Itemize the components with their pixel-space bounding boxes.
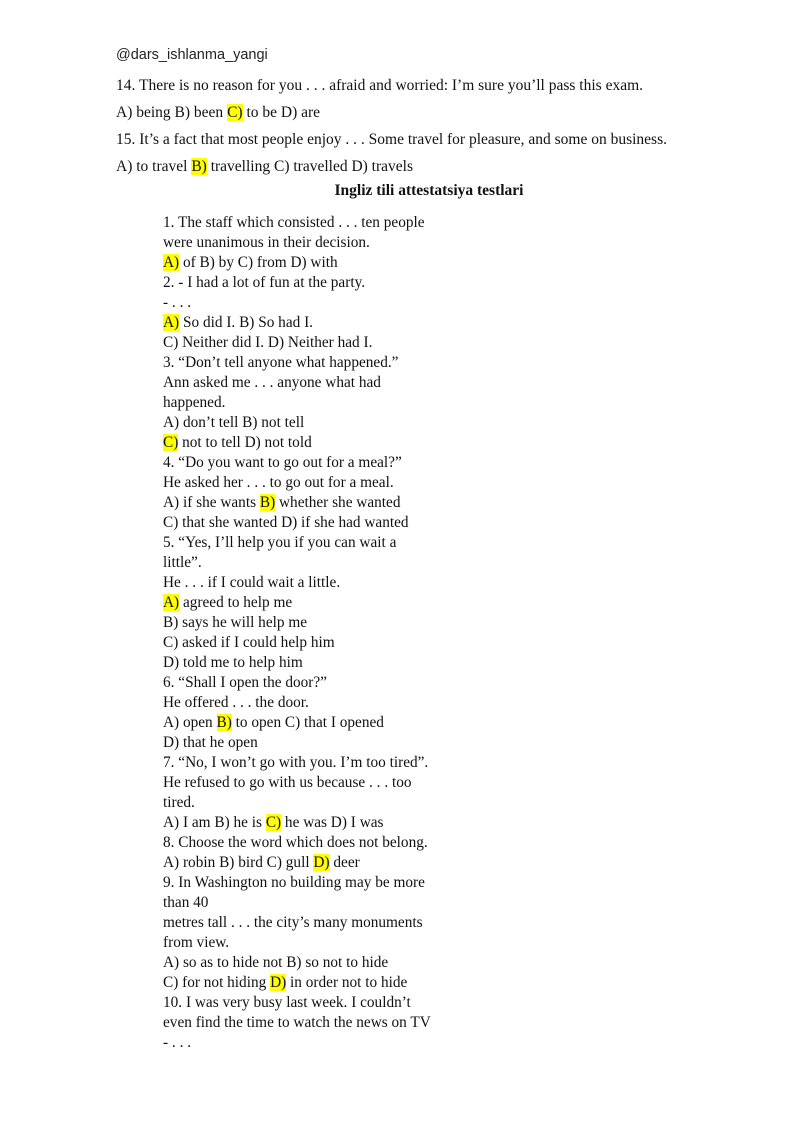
line-text: tired. — [163, 794, 195, 811]
line-text: not to tell D) not told — [178, 434, 312, 451]
text-line — [163, 533, 463, 553]
highlighted-answer: B) — [191, 158, 207, 175]
text-line — [163, 433, 463, 453]
highlighted-answer: B) — [259, 494, 276, 511]
line-text: So did I. B) So had I. — [179, 314, 314, 331]
highlighted-answer: A) — [163, 594, 180, 611]
line-text: 14. There is no reason for you . . . afraid and worried: I’m sure you’ll pass this exam. — [116, 77, 644, 94]
line-text: He asked her . . . to go out for a meal. — [163, 474, 394, 491]
line-text: He . . . if I could wait a little. — [163, 574, 341, 591]
text-line — [163, 573, 463, 593]
text-line — [163, 853, 463, 873]
line-text: than 40 — [163, 894, 209, 911]
text-line — [163, 933, 463, 953]
line-text: deer — [329, 854, 360, 871]
line-text: C) asked if I could help him — [163, 634, 335, 651]
text-line — [163, 673, 463, 693]
line-text: 9. In Washington no building may be more — [163, 874, 425, 891]
text-line — [163, 733, 463, 753]
line-text: 2. - I had a lot of fun at the party. — [163, 274, 366, 291]
line-text: 4. “Do you want to go out for a meal?” — [163, 454, 402, 471]
line-text: whether she wanted — [275, 494, 401, 511]
text-line — [163, 913, 463, 933]
line-text: 6. “Shall I open the door?” — [163, 674, 327, 691]
line-text: D) told me to help him — [163, 654, 303, 671]
line-text: - . . . — [163, 294, 192, 311]
line-text: 1. The staff which consisted . . . ten people — [163, 214, 425, 231]
text-line — [163, 813, 463, 833]
highlighted-answer: A) — [163, 254, 180, 271]
line-text: 8. Choose the word which does not belong. — [163, 834, 428, 851]
text-line — [163, 973, 463, 993]
line-text: 5. “Yes, I’ll help you if you can wait a — [163, 534, 397, 551]
highlighted-answer: D) — [313, 854, 330, 871]
text-line — [163, 1033, 463, 1053]
text-line — [163, 253, 463, 273]
text-line — [163, 293, 463, 313]
text-line — [163, 793, 463, 813]
text-line — [163, 993, 463, 1013]
highlighted-answer: A) — [163, 314, 180, 331]
line-text: A) I am B) he is — [163, 814, 266, 831]
text-line — [163, 873, 463, 893]
text-line — [163, 213, 463, 233]
text-line — [163, 353, 463, 373]
line-text: C) for not hiding — [163, 974, 271, 991]
line-text: to open C) that I opened — [231, 714, 384, 731]
text-line — [116, 103, 320, 123]
line-text: he was D) I was — [281, 814, 384, 831]
text-line — [163, 753, 463, 773]
text-line — [116, 130, 667, 150]
line-text: from view. — [163, 934, 230, 951]
line-text: B) says he will help me — [163, 614, 308, 631]
text-line — [163, 773, 463, 793]
line-text: A) being B) been — [116, 104, 228, 121]
line-text: 15. It’s a fact that most people enjoy . . . Some travel for pleasure, and some on business. — [116, 131, 667, 148]
text-line — [163, 453, 463, 473]
line-text: 10. I was very busy last week. I couldn’t — [163, 994, 411, 1011]
text-line — [163, 233, 463, 253]
line-text: 7. “No, I won’t go with you. I’m too tired”. — [163, 754, 429, 771]
text-line — [163, 653, 463, 673]
line-text: travelling C) travelled D) travels — [206, 158, 413, 175]
line-text: A) so as to hide not B) so not to hide — [163, 954, 389, 971]
line-text: 3. “Don’t tell anyone what happened.” — [163, 354, 399, 371]
text-line — [163, 393, 463, 413]
text-line — [163, 713, 463, 733]
text-line — [163, 473, 463, 493]
line-text: A) if she wants — [163, 494, 260, 511]
test-questions-column — [163, 213, 463, 1053]
line-text: A) open — [163, 714, 217, 731]
text-line — [163, 413, 463, 433]
line-text: of B) by C) from D) with — [179, 254, 338, 271]
text-line — [163, 273, 463, 293]
line-text: A) robin B) bird C) gull — [163, 854, 314, 871]
text-line — [163, 333, 463, 353]
text-line — [163, 593, 463, 613]
text-line — [163, 633, 463, 653]
line-text: A) to travel — [116, 158, 192, 175]
highlighted-answer: B) — [216, 714, 232, 731]
text-line — [163, 693, 463, 713]
line-text: metres tall . . . the city’s many monuments — [163, 914, 423, 931]
text-line — [163, 893, 463, 913]
page-title: Ingliz tili attestatsiya testlari — [334, 182, 524, 199]
highlighted-answer: C) — [265, 814, 282, 831]
text-line — [163, 1013, 463, 1033]
line-text: Ann asked me . . . anyone what had — [163, 374, 381, 391]
line-text: were unanimous in their decision. — [163, 234, 370, 251]
text-line — [163, 373, 463, 393]
channel-handle: @dars_ishlanma_yangi — [116, 47, 268, 63]
highlighted-answer: C) — [227, 104, 243, 121]
line-text: He offered . . . the door. — [163, 694, 309, 711]
line-text: A) don’t tell B) not tell — [163, 414, 305, 431]
highlighted-answer: C) — [163, 434, 179, 451]
line-text: D) that he open — [163, 734, 258, 751]
line-text: in order not to hide — [286, 974, 408, 991]
text-line — [163, 833, 463, 853]
line-text: C) Neither did I. D) Neither had I. — [163, 334, 373, 351]
line-text: happened. — [163, 394, 226, 411]
line-text: - . . . — [163, 1034, 192, 1051]
line-text: little”. — [163, 554, 202, 571]
text-line — [116, 76, 643, 96]
line-text: He refused to go with us because . . . too — [163, 774, 412, 791]
line-text: agreed to help me — [179, 594, 293, 611]
text-line — [163, 513, 463, 533]
highlighted-answer: D) — [270, 974, 287, 991]
text-line — [163, 313, 463, 333]
text-line — [163, 493, 463, 513]
text-line — [163, 613, 463, 633]
line-text: C) that she wanted D) if she had wanted — [163, 514, 409, 531]
line-text: even find the time to watch the news on TV — [163, 1014, 431, 1031]
line-text: to be D) are — [242, 104, 321, 121]
text-line — [163, 553, 463, 573]
text-line — [116, 157, 413, 177]
text-line — [163, 953, 463, 973]
